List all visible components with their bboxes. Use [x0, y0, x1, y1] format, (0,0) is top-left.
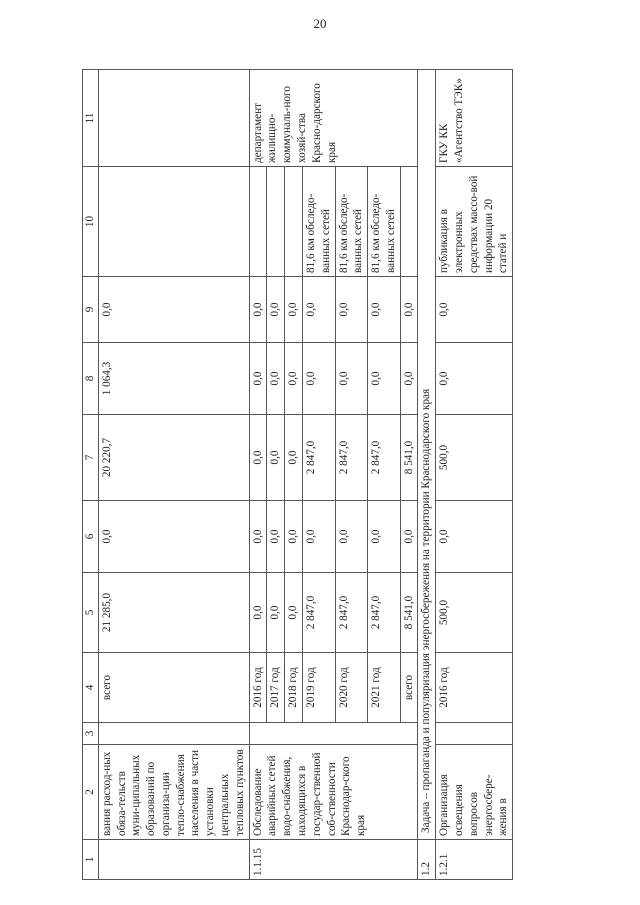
measure-number: 1.1.15 [249, 840, 418, 880]
value-cell: 0,0 [302, 277, 335, 343]
section-heading: Задача – пропаганда и популяризация энергосбережения на территории Краснодарского края [418, 70, 436, 840]
result-cell [267, 167, 285, 277]
table-row [98, 70, 249, 880]
value-cell: 0,0 [267, 277, 285, 343]
value-cell: 0,0 [368, 501, 401, 573]
value-cell: 0,0 [249, 573, 267, 653]
value-cell: 0,0 [285, 501, 303, 573]
result-cell: 81,6 км обследо-ванных сетей [302, 167, 335, 277]
value-cell: 2 847,0 [302, 415, 335, 501]
value-cell: 0,0 [249, 501, 267, 573]
column-number-row [83, 70, 99, 880]
value-cell: 2 847,0 [368, 573, 401, 653]
col-header-5: 5 [83, 573, 99, 653]
col-header-11: 11 [83, 70, 99, 167]
col-header-2: 2 [83, 745, 99, 840]
value-cell: 8 541,0 [400, 573, 418, 653]
value-cell: 21 285,0 [98, 573, 249, 653]
value-cell: 0,0 [335, 501, 368, 573]
value-cell: 0,0 [267, 573, 285, 653]
value-cell: 0,0 [249, 415, 267, 501]
period-cell: всего [400, 653, 418, 723]
executor-cell: департамент жилищно-коммуналь-ного хозяй-ства Красно-дарского края [249, 70, 418, 167]
col-header-7: 7 [83, 415, 99, 501]
table-row [249, 70, 267, 880]
value-cell: 20 220,7 [98, 415, 249, 501]
table-row [436, 70, 513, 880]
measure-name: Организация освещения вопросов энергосбере-жения в [436, 745, 513, 840]
value-cell: 2 847,0 [368, 415, 401, 501]
measure-number: 1.2.1 [436, 840, 513, 880]
value-cell: 1 064,3 [98, 343, 249, 415]
section-number: 1.2 [418, 840, 436, 880]
value-cell: 0,0 [302, 343, 335, 415]
period-cell: 2021 год [368, 653, 401, 723]
result-cell [285, 167, 303, 277]
executor-cell: ГКУ КК «Агентство ТЭК» [436, 70, 513, 167]
value-cell: 0,0 [302, 501, 335, 573]
value-cell: 0,0 [436, 501, 513, 573]
value-cell: 0,0 [368, 343, 401, 415]
col-header-10: 10 [83, 167, 99, 277]
value-cell: 0,0 [267, 415, 285, 501]
page-number: 20 [313, 16, 327, 31]
value-cell: 0,0 [400, 501, 418, 573]
period-cell: всего [98, 653, 249, 723]
result-cell: 81,6 км обследо-ванных сетей [368, 167, 401, 277]
col-header-8: 8 [83, 343, 99, 415]
value-cell: 0,0 [285, 415, 303, 501]
result-cell: 81,6 км обследо-ванных сетей [335, 167, 368, 277]
value-cell: 2 847,0 [335, 573, 368, 653]
value-cell: 2 847,0 [302, 573, 335, 653]
program-table [82, 69, 513, 880]
value-cell: 0,0 [335, 277, 368, 343]
value-cell: 0,0 [249, 277, 267, 343]
value-cell: 2 847,0 [335, 415, 368, 501]
value-cell: 0,0 [249, 343, 267, 415]
period-cell: 2020 год [335, 653, 368, 723]
value-cell: 0,0 [400, 277, 418, 343]
value-cell: 0,0 [285, 277, 303, 343]
table-row [418, 70, 436, 880]
value-cell: 0,0 [98, 501, 249, 573]
rotated-table-page [82, 78, 572, 880]
period-cell: 2016 год [249, 653, 267, 723]
col-header-4: 4 [83, 653, 99, 723]
value-cell: 0,0 [335, 343, 368, 415]
value-cell: 8 541,0 [400, 415, 418, 501]
measure-name-continued: вания расход-ных обяза-тельств муни-ципальных образований по организа-ции тепло-снабжения населения в части установки центральных тепловых пунктов [98, 745, 249, 840]
value-cell: 0,0 [285, 343, 303, 415]
value-cell: 0,0 [98, 277, 249, 343]
col-header-9: 9 [83, 277, 99, 343]
value-cell: 500,0 [436, 573, 513, 653]
period-cell: 2018 год [285, 653, 303, 723]
col-header-6: 6 [83, 501, 99, 573]
value-cell: 0,0 [368, 277, 401, 343]
measure-name: Обследование аварийных сетей водо-снабжения, находящихся в государ-ственной соб-ственности Краснодар-ского края [249, 745, 418, 840]
period-cell: 2019 год [302, 653, 335, 723]
value-cell: 0,0 [400, 343, 418, 415]
col-header-1: 1 [83, 840, 99, 880]
result-cell: публикация в электронных средствах массо-вой информации 20 статей и [436, 167, 513, 277]
value-cell: 500,0 [436, 415, 513, 501]
value-cell: 0,0 [267, 343, 285, 415]
col-header-3: 3 [83, 723, 99, 745]
result-cell [249, 167, 267, 277]
value-cell: 0,0 [285, 573, 303, 653]
value-cell: 0,0 [436, 343, 513, 415]
value-cell: 0,0 [436, 277, 513, 343]
value-cell: 0,0 [267, 501, 285, 573]
period-cell: 2016 год [436, 653, 513, 723]
period-cell: 2017 год [267, 653, 285, 723]
